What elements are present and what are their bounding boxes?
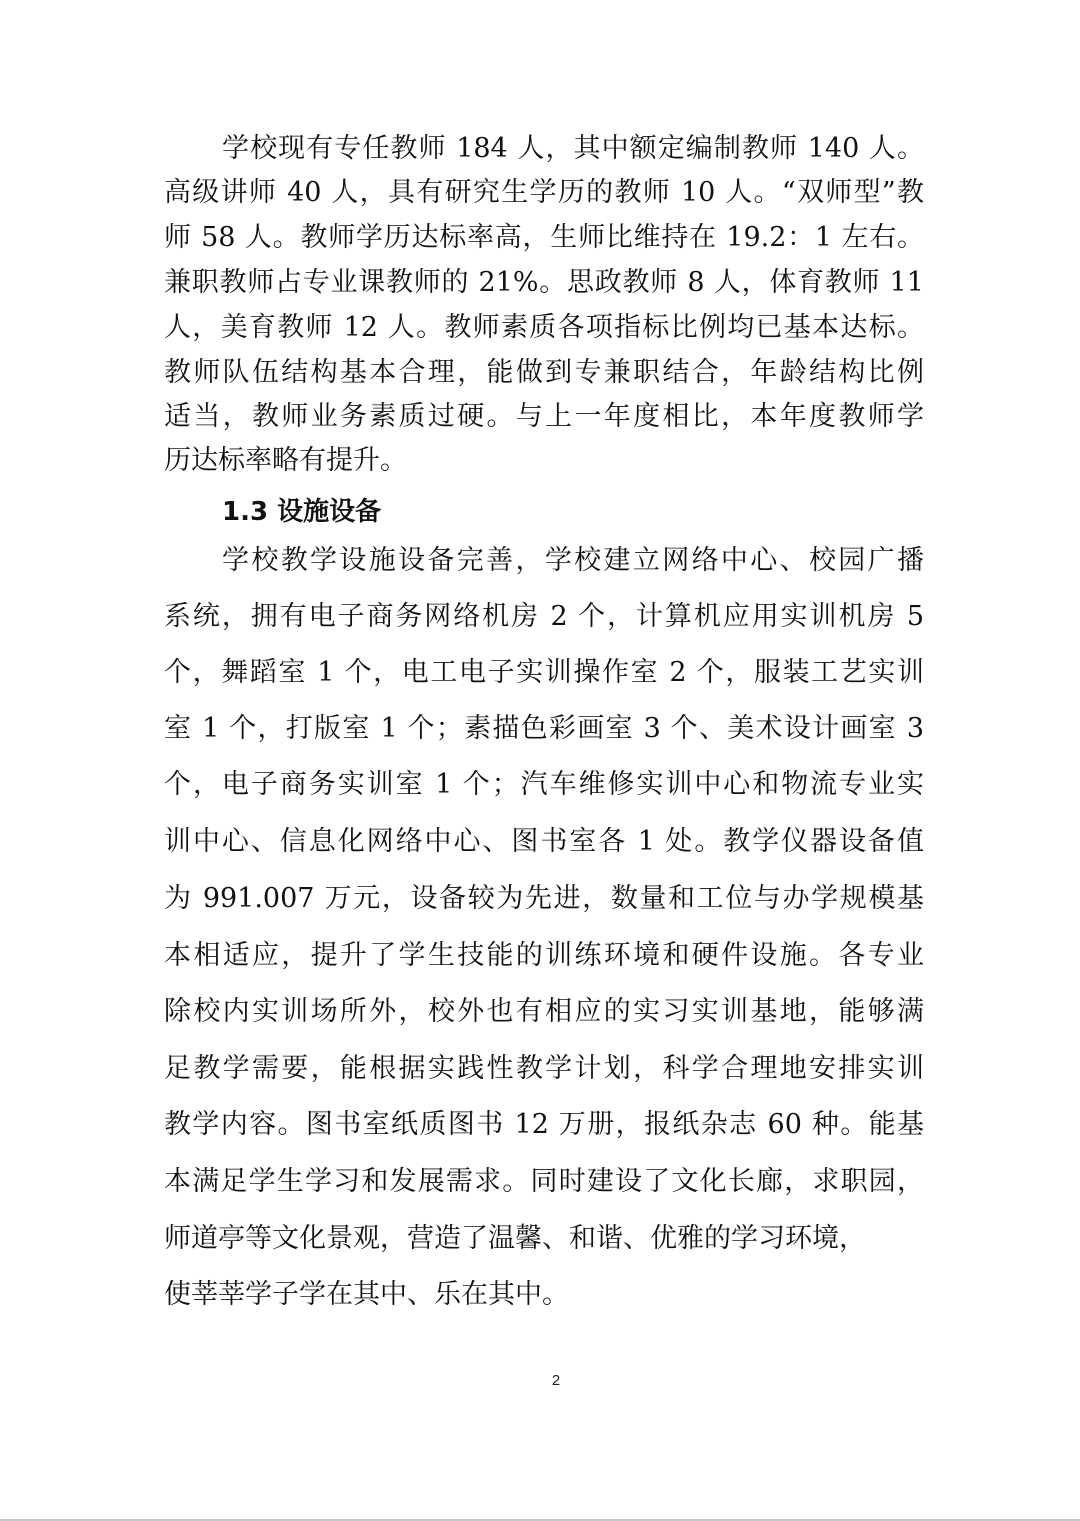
text-line: 师道亭等文化景观，营造了温馨、和谐、优雅的学习环境， xyxy=(164,1223,866,1254)
text-line: 高级讲师 40 人，具有研究生学历的教师 10 人。“双师型”教 xyxy=(164,177,924,208)
text-line: 学校现有专任教师 184 人，其中额定编制教师 140 人。 xyxy=(222,133,924,164)
text-line: 人，美育教师 12 人。教师素质各项指标比例均已基本达标。 xyxy=(164,312,924,343)
text-line: 教师队伍结构基本合理，能做到专兼职结合，年龄结构比例 xyxy=(164,357,924,388)
text-line: 除校内实训场所外，校外也有相应的实习实训基地，能够满 xyxy=(164,996,924,1027)
section-heading: 1.3 设施设备 xyxy=(222,497,382,527)
text-line: 历达标率略有提升。 xyxy=(164,445,407,476)
text-line: 系统，拥有电子商务网络机房 2 个，计算机应用实训机房 5 xyxy=(164,601,924,632)
text-line: 学校教学设施设备完善，学校建立网络中心、校园广播 xyxy=(222,545,924,576)
text-line: 师 58 人。教师学历达标率高，生师比维持在 19.2：1 左右。 xyxy=(164,222,924,253)
text-line: 足教学需要，能根据实践性教学计划，科学合理地安排实训 xyxy=(164,1053,924,1084)
text-line: 室 1 个，打版室 1 个；素描色彩画室 3 个、美术设计画室 3 xyxy=(164,713,924,744)
text-line: 适当，教师业务素质过硬。与上一年度相比，本年度教师学 xyxy=(164,401,924,432)
text-line: 使莘莘学子学在其中、乐在其中。 xyxy=(164,1279,569,1310)
text-line: 为 991.007 万元，设备较为先进，数量和工位与办学规模基 xyxy=(164,883,924,914)
text-line: 训中心、信息化网络中心、图书室各 1 处。教学仪器设备值 xyxy=(164,826,924,857)
text-line: 兼职教师占专业课教师的 21%。思政教师 8 人，体育教师 11 xyxy=(164,267,924,298)
page-number: 2 xyxy=(551,1372,561,1389)
text-line: 本满足学生学习和发展需求。同时建设了文化长廊，求职园， xyxy=(164,1166,924,1197)
text-line: 本相适应，提升了学生技能的训练环境和硬件设施。各专业 xyxy=(164,940,924,971)
text-line: 个，电子商务实训室 1 个；汽车维修实训中心和物流专业实 xyxy=(164,769,924,800)
text-line: 教学内容。图书室纸质图书 12 万册，报纸杂志 60 种。能基 xyxy=(164,1109,924,1140)
text-line: 个，舞蹈室 1 个，电工电子实训操作室 2 个，服装工艺实训 xyxy=(164,657,924,688)
